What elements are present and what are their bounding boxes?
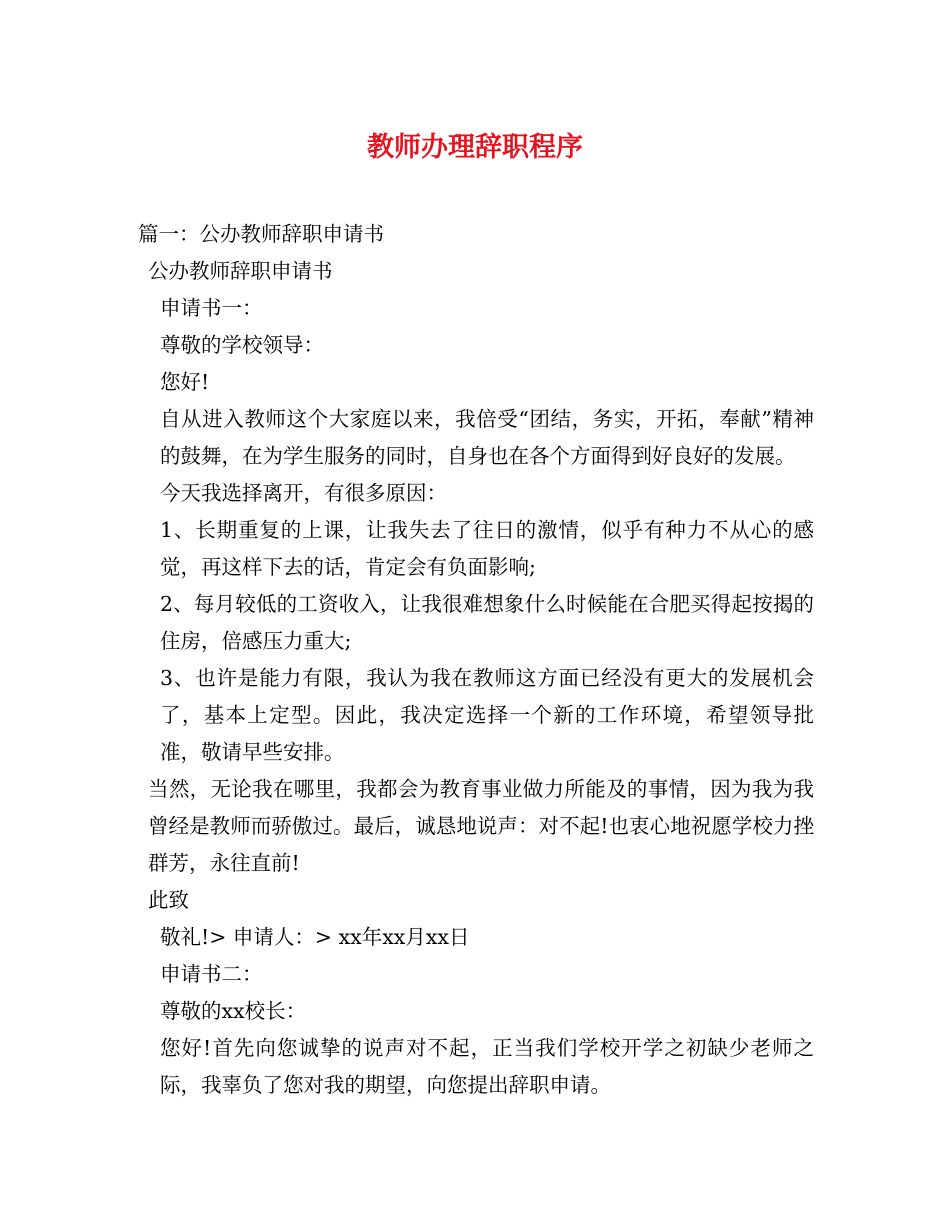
- document-title: 教师办理辞职程序: [367, 132, 583, 163]
- section-heading: 篇一：公办教师辞职申请书: [138, 222, 384, 246]
- body-paragraph: 自从进入教师这个大家庭以来，我倍受“团结，务实，开拓，奉献”精神的鼓舞，在为学生服务的同时，自身也在各个方面得到好良好的发展。: [160, 407, 814, 468]
- salutation: 尊敬的xx校长：: [160, 999, 307, 1023]
- document-body: [138, 216, 814, 1104]
- letter-label: 申请书二：: [160, 962, 263, 986]
- reason-item: 3、也许是能力有限，我认为我在教师这方面已经没有更大的发展机会了，基本上定型。因此，我决定选择一个新的工作环境，希望领导批准，敬请早些安排。: [160, 666, 814, 764]
- reason-item: 2、每月较低的工资收入，让我很难想象什么时候能在合肥买得起按揭的住房，倍感压力重大;: [160, 592, 814, 653]
- body-paragraph: 今天我选择离开，有很多原因：: [160, 481, 447, 505]
- body-paragraph: 您好!首先向您诚挚的说声对不起，正当我们学校开学之初缺少老师之际，我辜负了您对我的期望，向您提出辞职申请。: [160, 1036, 814, 1097]
- closing: 此致: [148, 888, 189, 912]
- body-paragraph: 当然，无论我在哪里，我都会为教育事业做力所能及的事情，因为我为我曾经是教师而骄傲过。最后，诚恳地说声：对不起!也衷心地祝愿学校力挫群芳，永往直前!: [148, 777, 814, 875]
- greeting: 您好!: [160, 370, 210, 394]
- salutation: 尊敬的学校领导：: [160, 333, 324, 357]
- letter-title: 公办教师辞职申请书: [148, 259, 333, 283]
- letter-label: 申请书一：: [160, 296, 263, 320]
- reason-item: 1、长期重复的上课，让我失去了往日的激情，似乎有种力不从心的感觉，再这样下去的话，肯定会有负面影响;: [160, 518, 814, 579]
- signature-line: 敬礼!> 申请人：> xx年xx月xx日: [160, 925, 470, 949]
